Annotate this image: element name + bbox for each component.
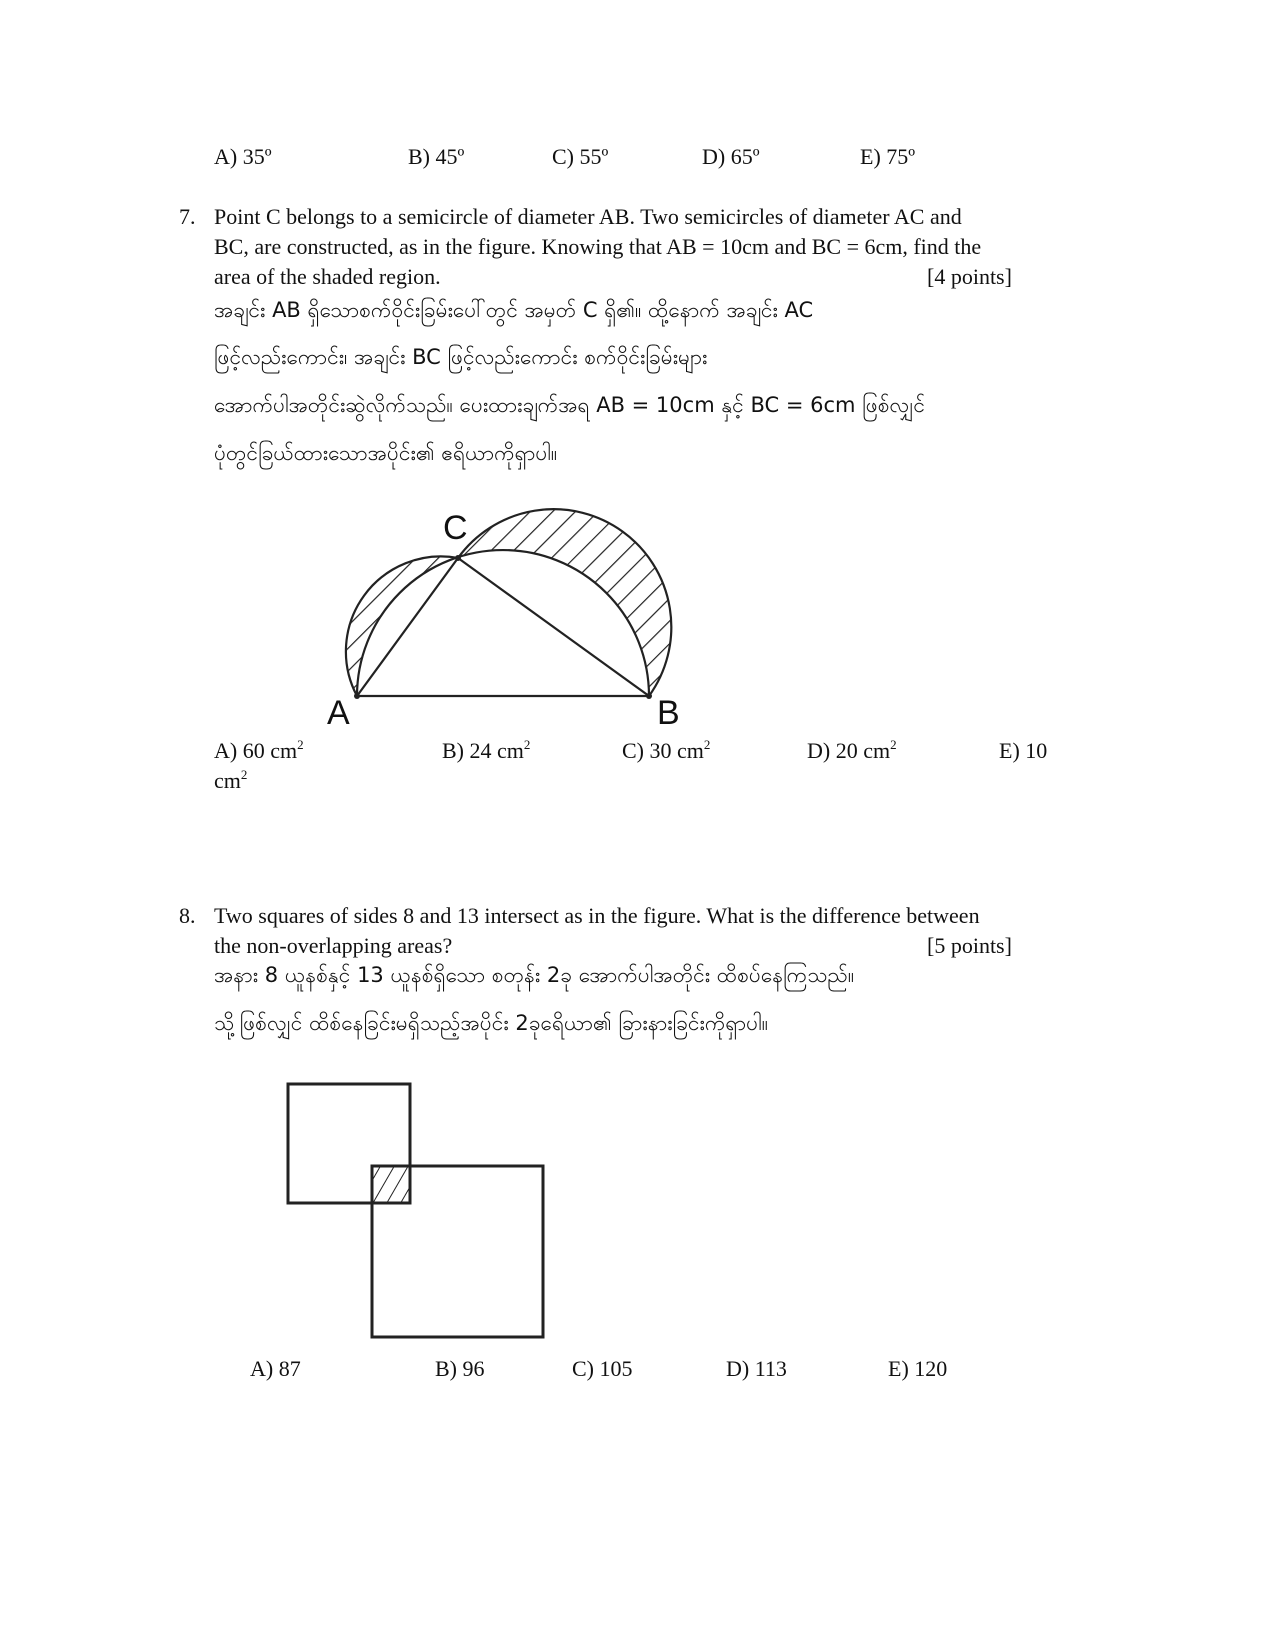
- q7-myanmar-line-3: အောက်ပါအတိုင်းဆွဲလိုက်သည်။ ပေးထားချက်အရ AB = 10cm နှင့် BC = 6cm ဖြစ်လျှင်: [214, 393, 925, 417]
- q8-option-e: E) 120: [888, 1356, 948, 1381]
- q7-option-e: E) 10: [999, 738, 1048, 763]
- q7-option-c: C) 30 $cm^2$: [622, 737, 711, 763]
- q7-english-line-3: area of the shaded region.: [214, 264, 441, 289]
- overlap-region: [372, 1166, 410, 1203]
- q8-english-line-1: Two squares of sides 8 and 13 intersect as in the figure. What is the difference between: [214, 903, 980, 928]
- q7-myanmar-line-4: ပုံတွင်ခြယ်ထားသောအပိုင်း၏ ဧရိယာကိုရှာပါ။: [214, 441, 558, 465]
- q8-number: 8.: [179, 903, 196, 928]
- q7-english-line-1: Point C belongs to a semicircle of diameter AB. Two semicircles of diameter AC and: [214, 204, 962, 229]
- label-c: C: [443, 509, 468, 547]
- q6-option-e: E) 75º: [860, 144, 916, 169]
- q8-points: [5 points]: [927, 933, 1012, 958]
- q7-myanmar-line-1: အချင်း AB ရှိသောစက်ဝိုင်းခြမ်းပေါ်တွင် အမှတ် C ရှိ၏။ ထို့နောက် အချင်း AC: [214, 298, 814, 322]
- q6-option-c: C) 55º: [552, 144, 609, 169]
- q6-option-a: A) 35º: [214, 144, 272, 169]
- q7-option-b: B) 24 $cm^2$: [442, 737, 531, 763]
- q8-english-line-2: the non-overlapping areas?: [214, 933, 453, 958]
- label-a: A: [327, 694, 350, 732]
- q8-myanmar-line-1: အနား 8 ယူနစ်နှင့် 13 ယူနစ်ရှိသော စတုန်း 2ခု အောက်ပါအတိုင်း ထိစပ်နေကြသည်။: [214, 963, 855, 987]
- q8-myanmar-line-2: သို့ဖြစ်လျှင် ထိစ်နေခြင်းမရှိသည့်အပိုင်း 2ခုရေိယာ၏ ခြားနားခြင်းကိုရှာပါ။: [214, 1011, 769, 1035]
- label-b: B: [657, 694, 680, 732]
- q8-option-c: C) 105: [572, 1356, 633, 1381]
- q8-option-a: A) 87: [250, 1356, 301, 1381]
- q7-option-a: A) 60 $cm^2$: [214, 737, 304, 763]
- q7-number: 7.: [179, 204, 196, 229]
- q7-option-e-unit: $cm^2$: [214, 767, 248, 793]
- q7-option-d: D) 20 $cm^2$: [807, 737, 897, 763]
- q7-points: [4 points]: [927, 264, 1012, 289]
- q8-option-b: B) 96: [435, 1356, 485, 1381]
- q7-myanmar-line-2: ဖြင့်လည်းကောင်း၊ အချင်း BC ဖြင့်လည်းကောင်း စက်ဝိုင်းခြမ်းများ: [214, 345, 708, 369]
- q8-option-d: D) 113: [726, 1356, 787, 1381]
- q7-english-line-2: BC, are constructed, as in the figure. Knowing that AB = 10cm and BC = 6cm, find the: [214, 234, 982, 259]
- q6-option-b: B) 45º: [408, 144, 465, 169]
- q6-option-d: D) 65º: [702, 144, 760, 169]
